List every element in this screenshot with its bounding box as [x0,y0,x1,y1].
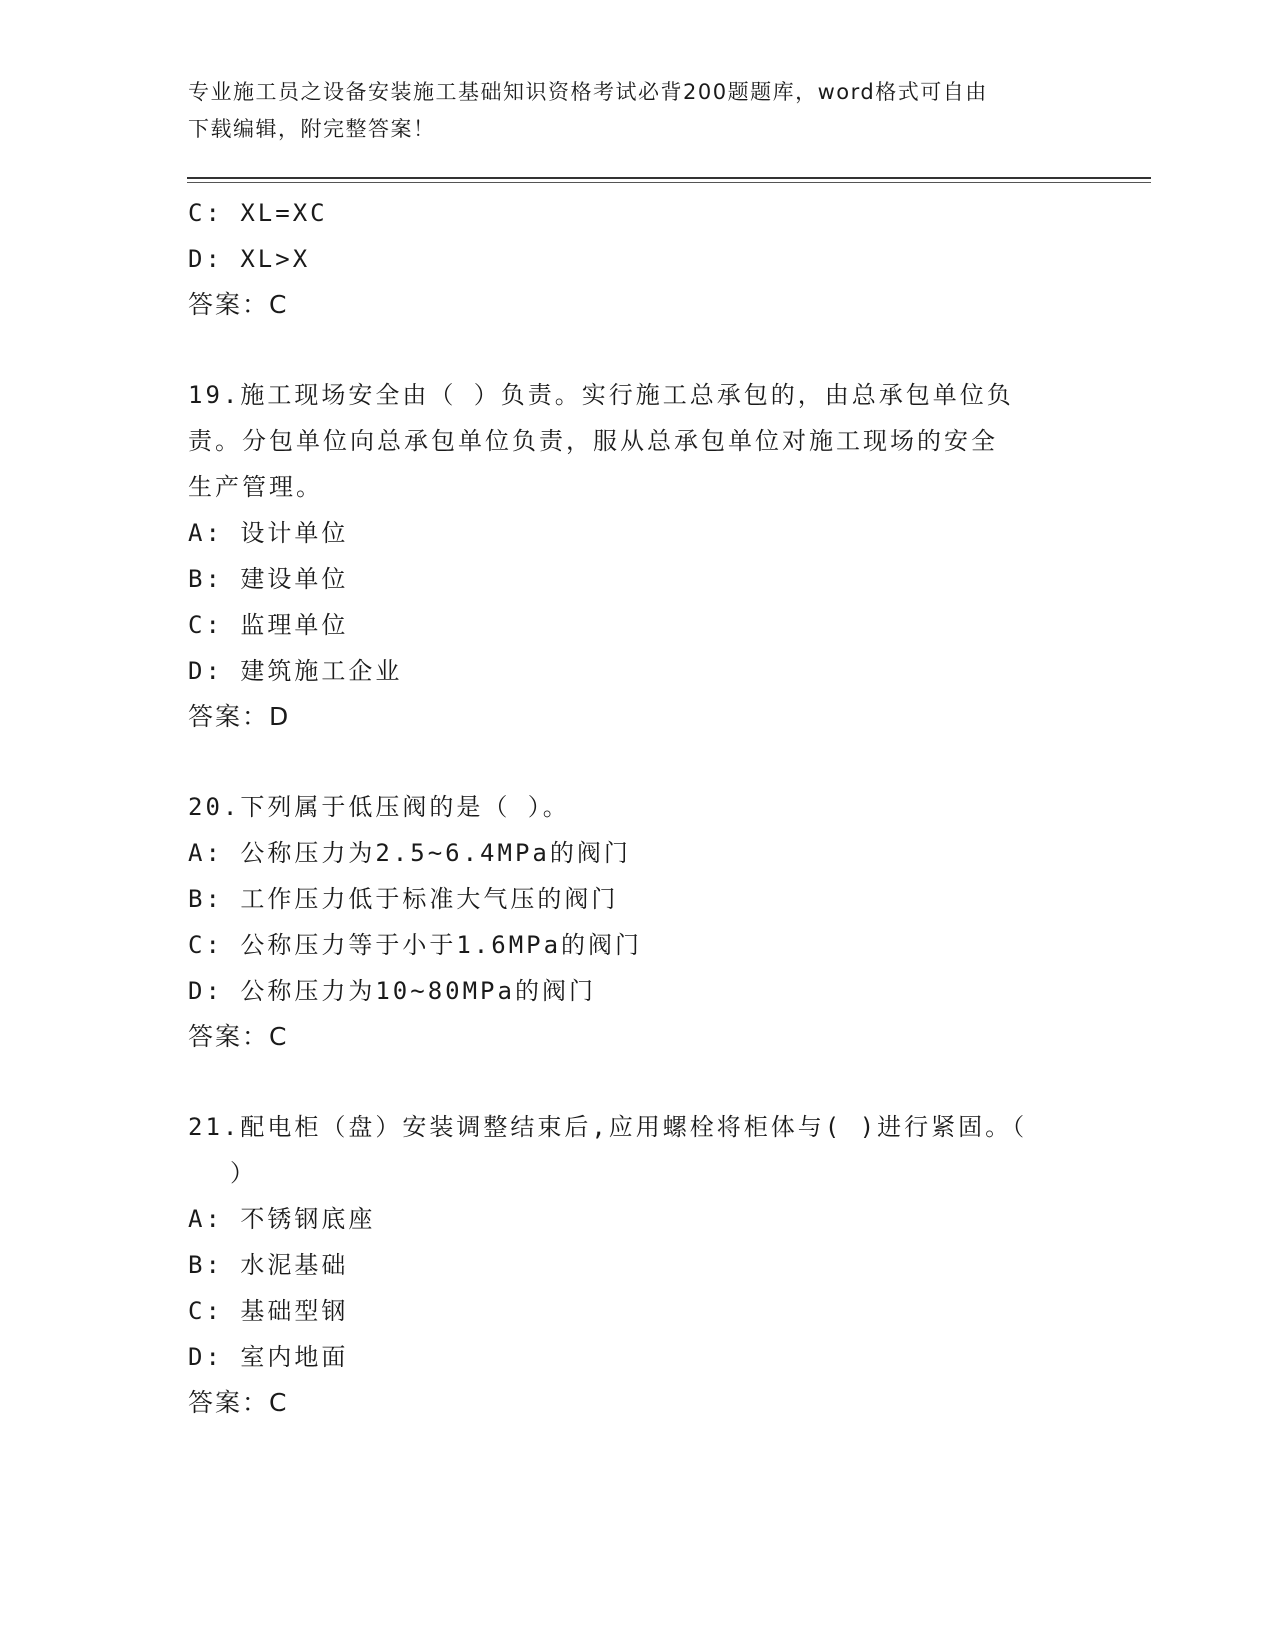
header-line-2: 下载编辑，附完整答案！ [188,117,436,141]
question-stem-line: 19.施工现场安全由（ ）负责。实行施工总承包的，由总承包单位负 [188,381,1014,409]
option-a: A: 不锈钢底座 [188,1205,376,1233]
answer: 答案：C [188,1022,289,1051]
question-21 [188,1104,1088,1426]
option-b: B: 工作压力低于标准大气压的阀门 [188,885,619,913]
option-c: C: 基础型钢 [188,1297,349,1325]
header-divider-thick [187,177,1151,179]
option-a: A: 公称压力为2.5~6.4MPa的阀门 [188,839,631,867]
option-c: C: 公称压力等于小于1.6MPa的阀门 [188,931,643,959]
option-c: C: XL=XC [188,199,328,227]
question-list [188,190,1088,1426]
question-stem-line: 20.下列属于低压阀的是（ ）。 [188,793,570,821]
question-19 [188,372,1088,740]
option-d: D: 建筑施工企业 [188,657,403,685]
question-20 [188,784,1088,1060]
question-stem-line: 生产管理。 [188,473,323,501]
answer: 答案：C [188,1388,289,1417]
answer: 答案：D [188,702,291,731]
option-a: A: 设计单位 [188,519,349,547]
header-divider-thin [187,182,1151,183]
option-d: D: 公称压力为10~80MPa的阀门 [188,977,596,1005]
option-b: B: 水泥基础 [188,1251,349,1279]
option-b: B: 建设单位 [188,565,349,593]
option-c: C: 监理单位 [188,611,349,639]
question-stem-line: ） [230,1159,257,1187]
header-line-1: 专业施工员之设备安装施工基础知识资格考试必背200题题库，word格式可自由 [188,80,988,104]
question-stem-line: 21.配电柜（盘）安装调整结束后,应用螺栓将柜体与( )进行紧固。（ [188,1113,1028,1141]
option-d: D: XL>X [188,245,311,273]
document-header [188,74,1068,148]
option-d: D: 室内地面 [188,1343,349,1371]
answer: 答案：C [188,290,289,319]
question-stem-line: 责。分包单位向总承包单位负责，服从总承包单位对施工现场的安全 [188,427,998,455]
question-18 [188,190,1088,328]
